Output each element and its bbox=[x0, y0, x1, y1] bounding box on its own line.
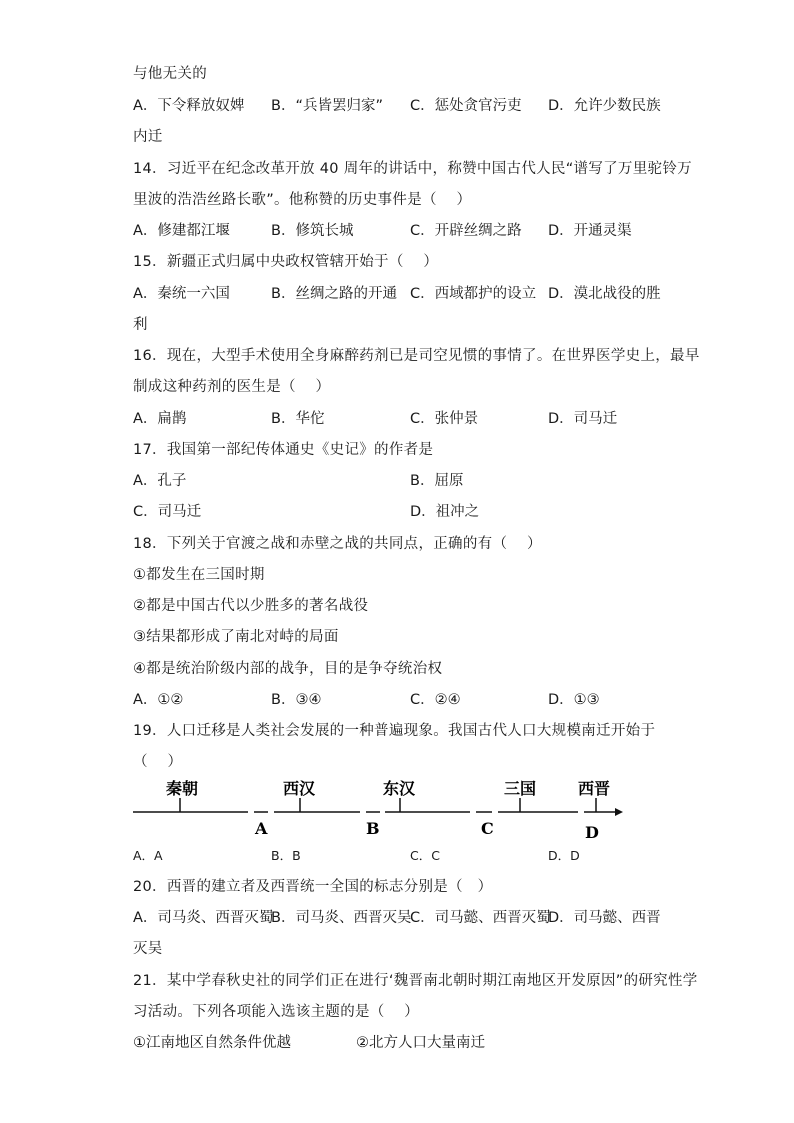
q17-stem: 17．我国第一部纪传体通史《史记》的作者是 bbox=[133, 442, 434, 458]
q20-option-b[interactable]: B．司马炎、西晋灭吴 bbox=[271, 910, 412, 926]
q16-option-b[interactable]: B．华佗 bbox=[271, 411, 325, 427]
q13-option-d[interactable]: D．允许少数民族 bbox=[548, 98, 661, 114]
q18-option-d[interactable]: D．①③ bbox=[548, 692, 600, 708]
q19-option-a[interactable]: A．A bbox=[133, 848, 163, 863]
q16-option-c[interactable]: C．张仲景 bbox=[410, 411, 479, 427]
timeline-point-d: D bbox=[585, 823, 599, 842]
q14-option-d[interactable]: D．开通灵渠 bbox=[548, 223, 632, 239]
q15-stem: 15．新疆正式归属中央政权管辖开始于（ ） bbox=[133, 254, 439, 270]
timeline-point-a: A bbox=[255, 819, 268, 838]
q17-option-a[interactable]: A．孔子 bbox=[133, 473, 187, 489]
q18-statement-3: ③结果都形成了南北对峙的局面 bbox=[133, 629, 339, 645]
q18-option-c[interactable]: C．②④ bbox=[410, 692, 461, 708]
q13-option-d-cont: 内迁 bbox=[133, 129, 163, 145]
q21-item-2: ②北方人口大量南迁 bbox=[356, 1035, 485, 1051]
q21-item-1: ①江南地区自然条件优越 bbox=[133, 1035, 291, 1051]
q19-option-b[interactable]: B．B bbox=[271, 848, 301, 863]
q18-option-b[interactable]: B．③④ bbox=[271, 692, 322, 708]
q19-stem-1: 19．人口迁移是人类社会发展的一种普遍现象。我国古代人口大规模南迁开始于 bbox=[133, 723, 656, 739]
q19-option-d[interactable]: D．D bbox=[548, 848, 580, 863]
q20-stem: 20．西晋的建立者及西晋统一全国的标志分别是（ ） bbox=[133, 879, 493, 895]
q16-option-d[interactable]: D．司马迁 bbox=[548, 411, 618, 427]
q21-stem-2: 习活动。下列各项能入选该主题的是（ ） bbox=[133, 1004, 420, 1020]
q20-option-d-cont: 灭吴 bbox=[133, 941, 163, 957]
q18-stem: 18．下列关于官渡之战和赤壁之战的共同点，正确的有（ ） bbox=[133, 536, 542, 552]
timeline-point-c: C bbox=[481, 819, 494, 838]
timeline-label-western-jin: 西晋 bbox=[578, 779, 611, 798]
q19-stem-2: （ ） bbox=[133, 754, 183, 770]
q15-option-d-cont: 利 bbox=[133, 317, 148, 333]
q15-option-c[interactable]: C．西域都护的设立 bbox=[410, 286, 537, 302]
q16-stem-2: 制成这种药剂的医生是（ ） bbox=[133, 379, 331, 395]
q20-option-a[interactable]: A．司马炎、西晋灭蜀 bbox=[133, 910, 274, 926]
q14-stem-2: 里波的浩浩丝路长歌”。他称赞的历史事件是（ ） bbox=[133, 192, 472, 208]
timeline-label-western-han: 西汉 bbox=[283, 779, 316, 798]
q13-option-a[interactable]: A．下令释放奴婢 bbox=[133, 98, 245, 114]
q16-option-a[interactable]: A．扁鹊 bbox=[133, 411, 187, 427]
q13-option-b[interactable]: B．“兵皆罢归家” bbox=[271, 98, 383, 114]
q15-option-b[interactable]: B．丝绸之路的开通 bbox=[271, 286, 397, 302]
q17-option-c[interactable]: C．司马迁 bbox=[133, 504, 202, 520]
timeline-arrow-icon bbox=[615, 808, 623, 816]
timeline-point-b: B bbox=[366, 819, 380, 838]
q13-stem-end: 与他无关的 bbox=[133, 66, 207, 82]
q14-option-b[interactable]: B．修筑长城 bbox=[271, 223, 354, 239]
q19-timeline-figure bbox=[130, 772, 630, 842]
q18-statement-1: ①都发生在三国时期 bbox=[133, 567, 265, 583]
q18-statement-4: ④都是统治阶级内部的战争，目的是争夺统治权 bbox=[133, 661, 443, 677]
timeline-label-qin: 秦朝 bbox=[166, 779, 199, 798]
q14-option-c[interactable]: C．开辟丝绸之路 bbox=[410, 223, 522, 239]
q20-option-c[interactable]: C．司马懿、西晋灭蜀 bbox=[410, 910, 551, 926]
timeline-label-three-kingdoms: 三国 bbox=[504, 779, 537, 798]
q17-option-d[interactable]: D．祖冲之 bbox=[410, 504, 480, 520]
q18-statement-2: ②都是中国古代以少胜多的著名战役 bbox=[133, 598, 369, 614]
q14-option-a[interactable]: A．修建都江堰 bbox=[133, 223, 230, 239]
q15-option-d[interactable]: D．漠北战役的胜 bbox=[548, 286, 661, 302]
q16-stem-1: 16．现在，大型手术使用全身麻醉药剂已是司空见惯的事情了。在世界医学史上，最早 bbox=[133, 348, 700, 364]
q18-option-a[interactable]: A．①② bbox=[133, 692, 184, 708]
q20-option-d[interactable]: D．司马懿、西晋 bbox=[548, 910, 661, 926]
timeline-label-eastern-han: 东汉 bbox=[383, 779, 416, 798]
q19-option-c[interactable]: C．C bbox=[410, 848, 440, 863]
q17-option-b[interactable]: B．屈原 bbox=[410, 473, 464, 489]
q21-stem-1: 21．某中学春秋史社的同学们正在进行‘魏晋南北朝时期江南地区开发原因”的研究性学 bbox=[133, 973, 698, 989]
q14-stem-1: 14．习近平在纪念改革开放 40 周年的讲话中，称赞中国古代人民“谱写了万里驼铃万 bbox=[133, 161, 692, 177]
q13-option-c[interactable]: C．惩处贪官污吏 bbox=[410, 98, 522, 114]
q15-option-a[interactable]: A．秦统一六国 bbox=[133, 286, 230, 302]
